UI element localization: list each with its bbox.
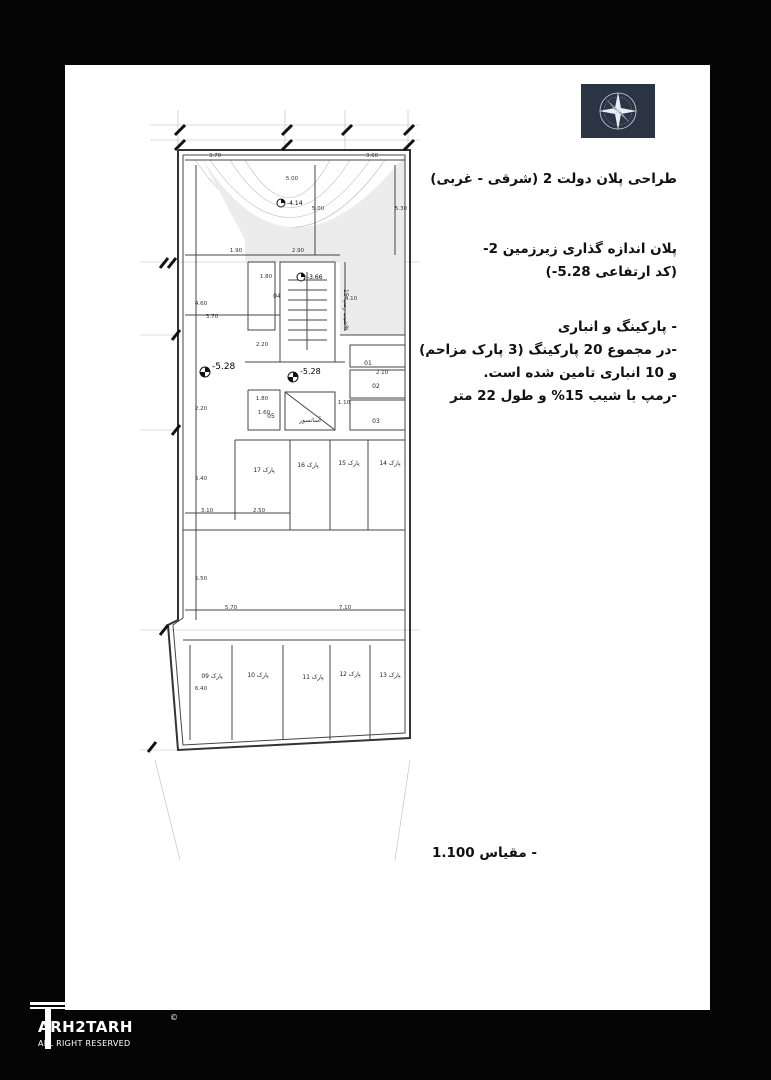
- dimension-label: 3.60: [365, 153, 379, 159]
- level-label: -5.28: [212, 362, 236, 372]
- note-item: -در مجموع 20 پارکینگ (3 پارک مزاحم): [419, 342, 677, 358]
- dimension-label: 3.70: [208, 153, 222, 159]
- dimension-label: 6.40: [194, 686, 208, 692]
- dimension-label: 5.30: [394, 206, 408, 212]
- dimension-label: 2.20: [194, 406, 208, 412]
- grid-line: [155, 760, 180, 860]
- note-item: - پارکینگ و انباری: [557, 319, 677, 335]
- scale-note: [432, 842, 537, 865]
- scale-text: - مقیاس 1.100: [432, 845, 537, 861]
- storage-label: 04: [273, 293, 281, 300]
- dimension-label: 4.10: [344, 296, 358, 302]
- parking-16: پارک 16: [297, 462, 319, 469]
- subtitle-line-1: پلان اندازه گذاری زیرزمین 2-: [483, 241, 677, 257]
- level-label: -3.66: [307, 274, 323, 281]
- level-label: -5.28: [300, 367, 321, 376]
- storage-label: 03: [372, 418, 380, 425]
- level-marker: [277, 199, 303, 207]
- storage-label: 01: [364, 360, 372, 367]
- dimension-label: 1.80: [255, 396, 269, 402]
- plan-title-text: طراحی پلان دولت 2 (شرقی - غربی): [430, 171, 677, 187]
- note-item: -رمپ با شیب 15% و طول 22 متر: [450, 388, 677, 404]
- grid-line: [395, 760, 410, 860]
- subtitle-line-2: (کد ارتفاعی 5.28-): [545, 264, 677, 280]
- plan-title: [430, 168, 677, 191]
- dimension-label: 2.20: [255, 342, 269, 348]
- dimension-label: 5.50: [194, 576, 208, 582]
- dimension-label: 2.50: [252, 508, 266, 514]
- note-item: و 10 انباری تامین شده است.: [483, 365, 677, 381]
- parking-13: پارک 13: [379, 672, 401, 679]
- dimension-label: 1.10: [337, 400, 351, 406]
- plan-subtitle: [483, 238, 677, 284]
- dimension-label: 4.60: [194, 301, 208, 307]
- level-marker: [200, 362, 236, 377]
- brand-name: ARH2TARH: [38, 1018, 133, 1036]
- level-marker: [288, 367, 321, 382]
- storage-01: [350, 345, 405, 367]
- dimension-label: 5.40: [194, 476, 208, 482]
- dimension-label: 5.00: [285, 176, 299, 182]
- level-label: -4.14: [287, 200, 303, 207]
- plan-notes: [419, 316, 677, 408]
- dimension-label: 5.00: [311, 206, 325, 212]
- dimension-label: 2.10: [375, 370, 389, 376]
- compass-rose-icon: [581, 84, 655, 138]
- parking-09: پارک 09: [201, 673, 223, 680]
- dimension-label: 5.70: [224, 605, 238, 611]
- dimension-label: 3.10: [200, 508, 214, 514]
- ramp-label: شیب رمپ 15%: [342, 289, 349, 331]
- ramp-area: [200, 155, 405, 335]
- dimension-label: 7.10: [338, 605, 352, 611]
- north-compass: [581, 84, 655, 138]
- parking-17: پارک 17: [253, 467, 275, 474]
- parking-10: پارک 10: [247, 672, 269, 679]
- storage-03: [350, 400, 405, 430]
- dimension-label: 2.90: [291, 248, 305, 254]
- dimension-label: 1.80: [259, 274, 273, 280]
- dimension-label: 3.70: [205, 314, 219, 320]
- storage-04: [248, 262, 275, 330]
- parking-12: پارک 12: [339, 671, 361, 678]
- copyright-mark: ©: [170, 1013, 178, 1022]
- dimension-label: 1.60: [257, 410, 271, 416]
- brand-tagline: ALL RIGHT RESERVED: [38, 1039, 131, 1048]
- elevator-label: آسانسور: [299, 417, 321, 424]
- parking-15: پارک 15: [338, 460, 360, 467]
- storage-label: 05: [267, 413, 275, 420]
- storage-label: 02: [372, 383, 380, 390]
- parking-14: پارک 14: [379, 460, 401, 467]
- dimension-label: 1.90: [229, 248, 243, 254]
- parking-11: پارک 11: [302, 674, 324, 681]
- level-marker: [297, 273, 323, 281]
